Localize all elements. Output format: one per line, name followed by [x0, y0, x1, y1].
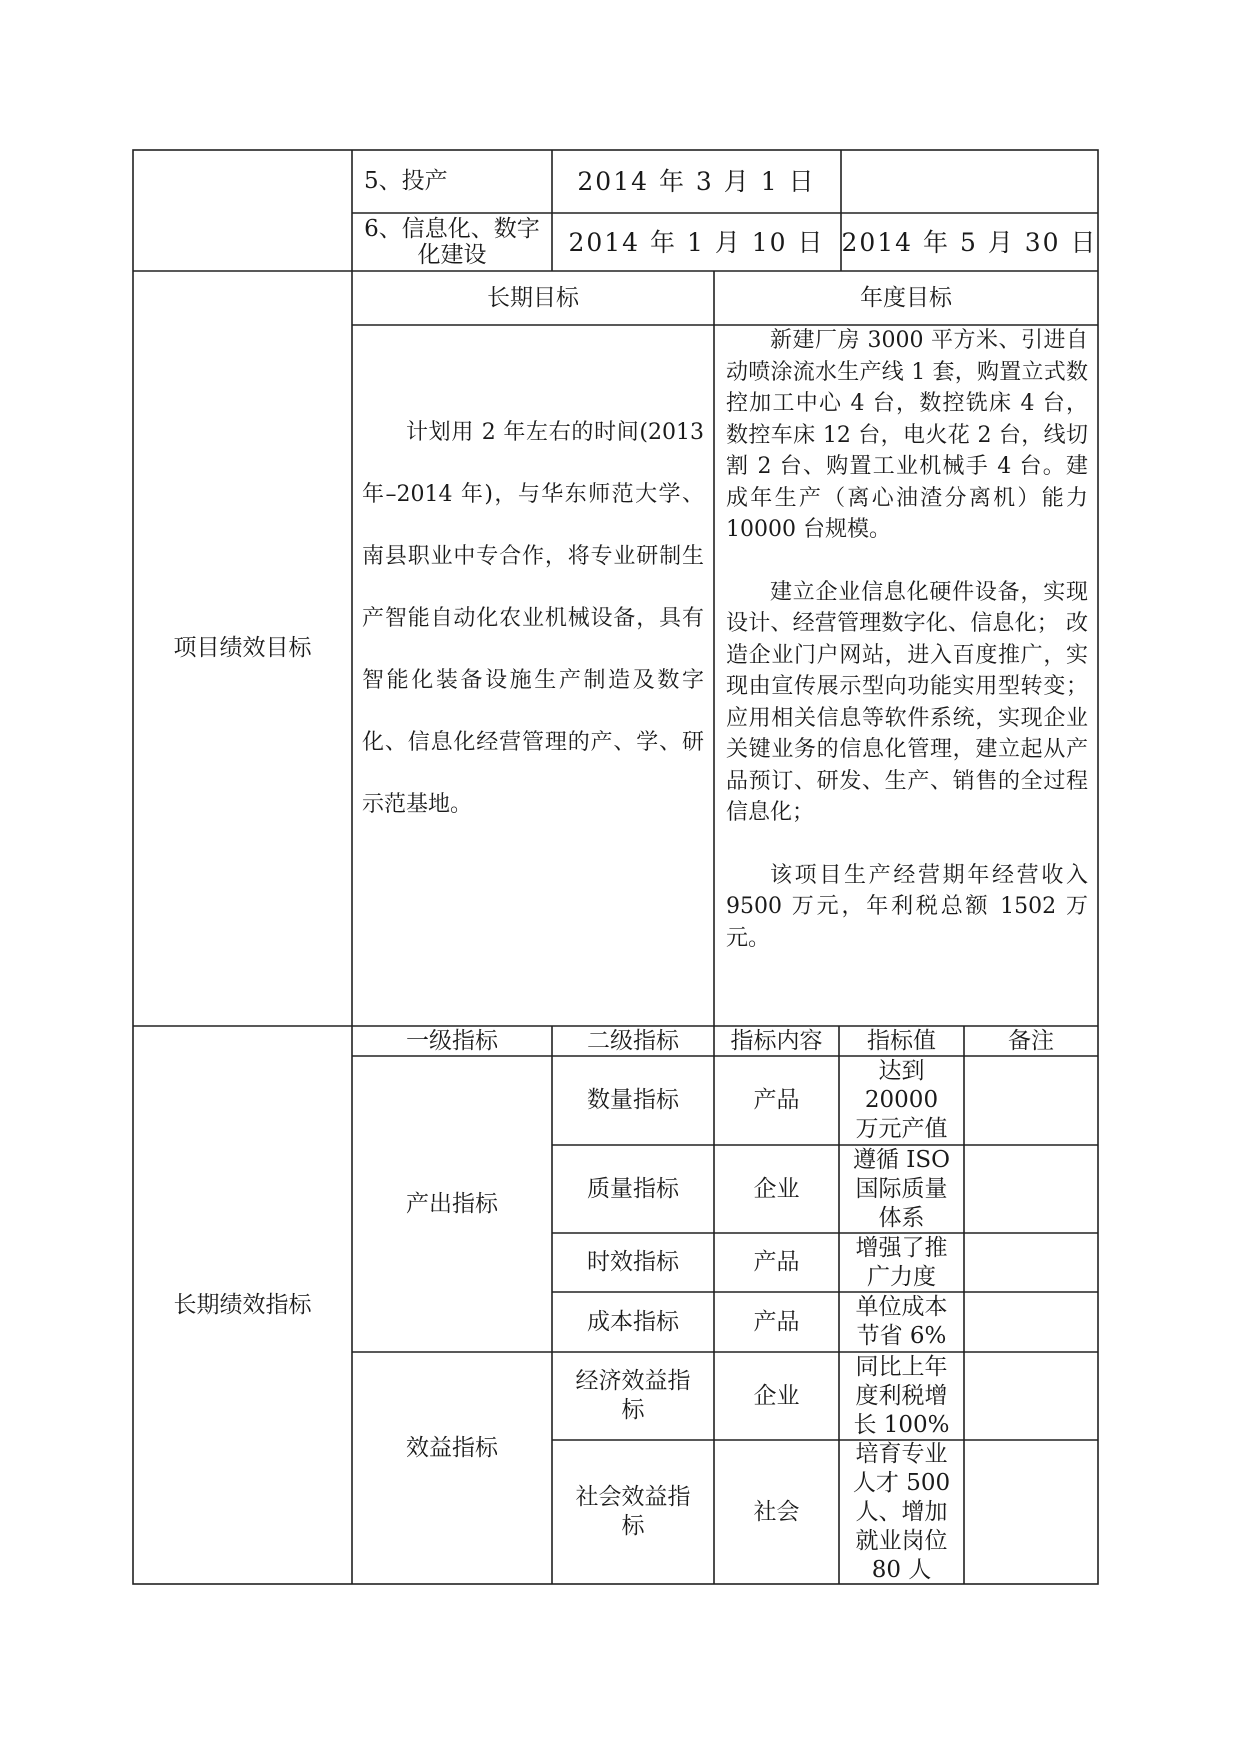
schedule-item-cell	[352, 213, 552, 271]
schedule-end-cell	[841, 213, 1098, 271]
level2-cell: 成本指标	[587, 1308, 679, 1335]
value-cell: 培育专业人才 500 人、增加就业岗位 80 人	[852, 1440, 951, 1583]
schedule-item-label: 5、投产	[364, 168, 448, 194]
annual-goal-paragraph: 建立企业信息化硬件设备，实现设计、经营管理数字化、信息化； 改造企业门户网站，进入百度推广，实现由宣传展示型向功能实用型转变； 应用相关信息等软件系统，实现企业关键业务的信息化管理，建立起从产品预订、研发、生产、销售的全过程信息化；	[726, 579, 1088, 825]
schedule-start-cell	[552, 150, 841, 213]
content-cell: 产品	[753, 1249, 800, 1275]
level2-cell: 数量指标	[587, 1087, 679, 1113]
header-value: 指标值	[867, 1027, 936, 1054]
long-term-goal-header: 长期目标	[487, 284, 579, 311]
note-cell	[964, 1056, 1098, 1145]
level2-cell: 经济效益指标	[575, 1368, 691, 1423]
schedule-start-date: 2014 年 1 月 10 日	[568, 227, 825, 257]
annual-goal-paragraph: 新建厂房 3000 平方米、引进自动喷涂流水生产线 1 套，购置立式数控加工中心 4 台，数控铣床 4 台，数控车床 12 台，电火花 2 台，线切割 2 台、购置工业机械手 4 台。建成年生产（离心油渣分离机）能力 10000 台规模。	[726, 328, 1088, 542]
note-cell	[964, 1292, 1098, 1352]
schedule-end-date: 2014 年 5 月 30 日	[841, 227, 1098, 257]
indicators-section-label: 长期绩效指标	[173, 1291, 312, 1318]
header-level1: 一级指标	[406, 1027, 498, 1054]
schedule-start-date: 2014 年 3 月 1 日	[577, 167, 816, 196]
schedule-start-cell	[552, 213, 841, 271]
note-cell	[964, 1145, 1098, 1233]
value-cell: 单位成本节省 6%	[855, 1294, 948, 1349]
note-cell	[964, 1233, 1098, 1292]
level1-benefit: 效益指标	[406, 1434, 498, 1461]
annual-goal-header: 年度目标	[860, 284, 952, 311]
value-cell: 同比上年度利税增长 100%	[853, 1353, 950, 1438]
schedule-end-cell	[841, 150, 1098, 213]
annual-goal-paragraph: 该项目生产经营期年经营收入 9500 万元，年利税总额 1502 万元。	[726, 862, 1088, 951]
annual-goal-text	[726, 325, 1088, 954]
header-level2: 二级指标	[587, 1027, 679, 1054]
goals-section-label: 项目绩效目标	[173, 635, 312, 661]
value-cell: 增强了推广力度	[855, 1234, 948, 1290]
note-cell	[964, 1352, 1098, 1440]
content-cell: 企业	[753, 1382, 800, 1409]
schedule-item-label: 6、信息化、数字化建设	[364, 216, 540, 268]
content-cell: 企业	[753, 1175, 800, 1202]
content-cell: 社会	[753, 1498, 800, 1525]
value-cell: 达到 20000 万元产值	[855, 1058, 948, 1142]
content-cell: 产品	[753, 1308, 800, 1335]
header-note: 备注	[1008, 1027, 1054, 1054]
header-content: 指标内容	[730, 1027, 823, 1054]
level2-cell: 社会效益指标	[575, 1484, 691, 1539]
level2-cell: 质量指标	[587, 1175, 679, 1202]
level2-cell: 时效指标	[587, 1249, 679, 1275]
value-cell: 遵循 ISO 国际质量体系	[852, 1146, 950, 1231]
note-cell	[964, 1440, 1098, 1584]
level1-output: 产出指标	[406, 1190, 498, 1217]
long-term-goal-text: 计划用 2 年左右的时间(2013 年–2014 年)，与华东师范大学、南县职业中专合作，将专业研制生产智能自动化农业机械设备，具有智能化装备设施生产制造及数字化、信息化经营管理的产、学、研示范基地。	[362, 420, 704, 817]
content-cell: 产品	[753, 1087, 800, 1113]
schedule-item-cell	[352, 150, 552, 213]
